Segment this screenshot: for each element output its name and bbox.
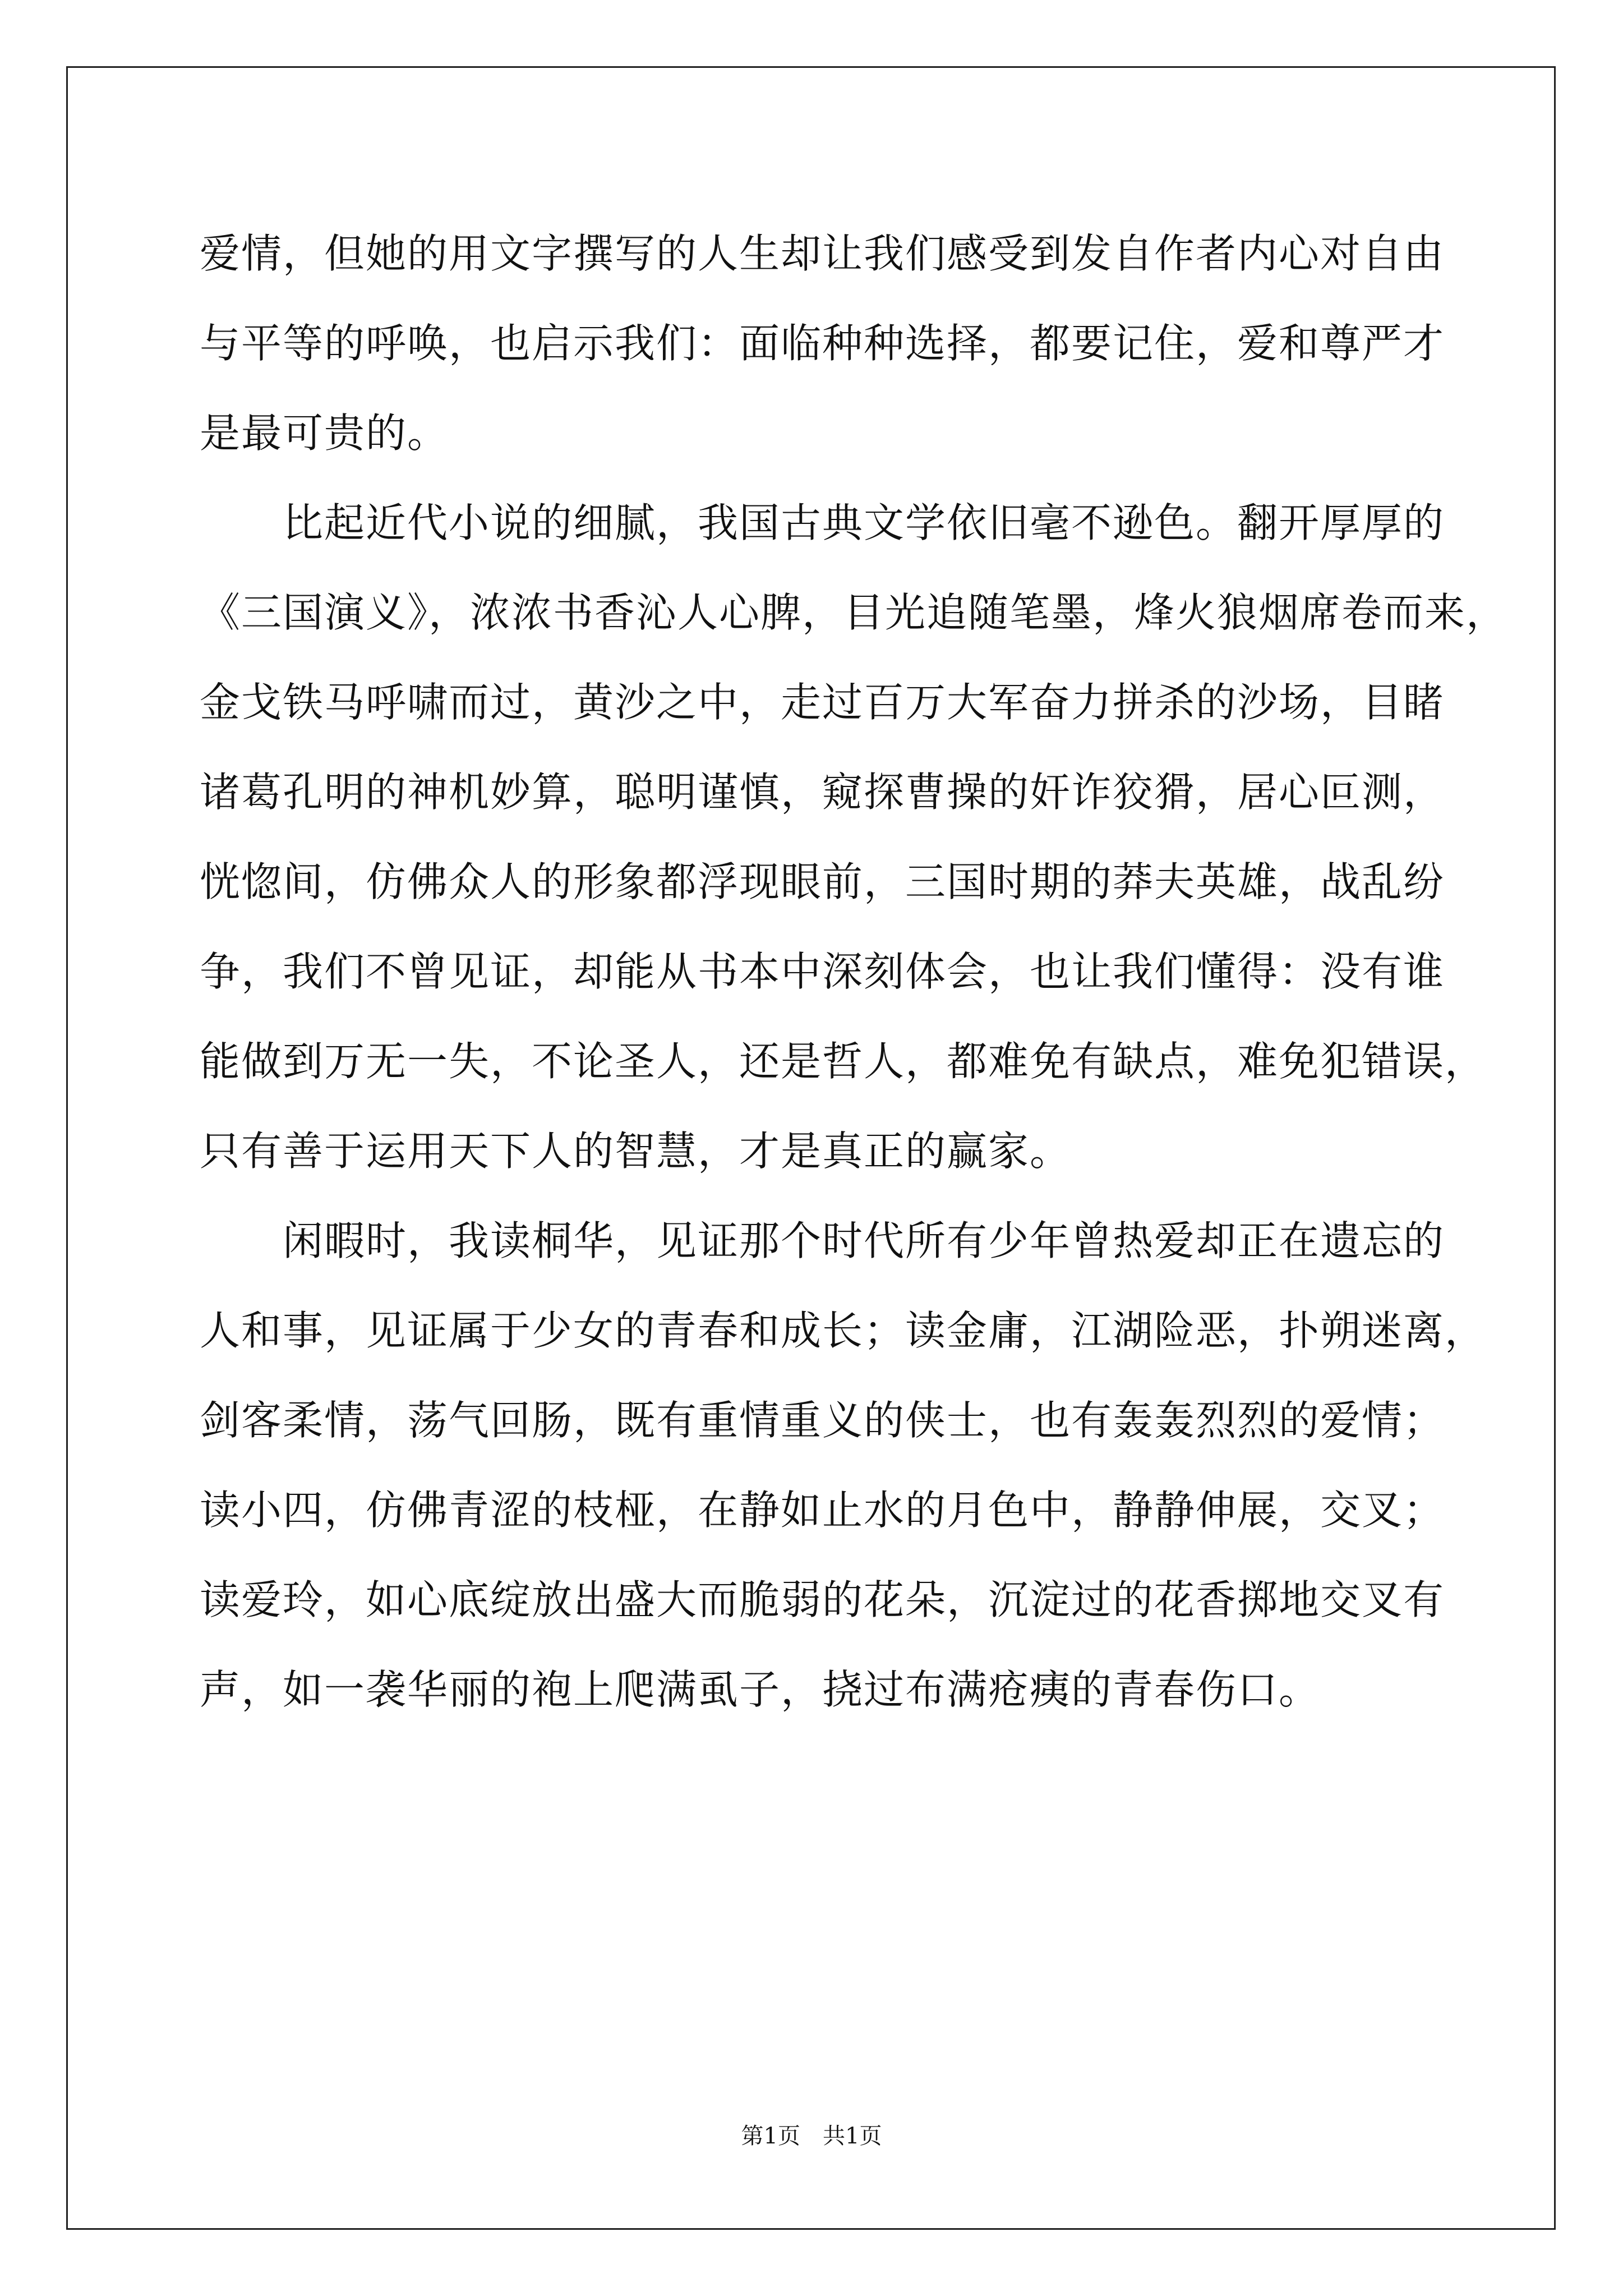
text-line: 剑客柔情，荡气回肠，既有重情重义的侠士，也有轰轰烈烈的爱情； bbox=[200, 1397, 1445, 1444]
text-line: 人和事，见证属于少女的青春和成长；读金庸，江湖险恶，扑朔迷离， bbox=[200, 1307, 1487, 1354]
text-line: 比起近代小说的细腻，我国古典文学依旧毫不逊色。翻开厚厚的 bbox=[283, 499, 1445, 546]
text-line: 《三国演义》，浓浓书香沁人心脾，目光追随笔墨，烽火狼烟席卷而来， bbox=[200, 589, 1508, 636]
text-line: 读爱玲，如心底绽放出盛大而脆弱的花朵，沉淀过的花香掷地交叉有 bbox=[200, 1576, 1445, 1623]
text-line: 只有善于运用天下人的智慧，才是真正的赢家。 bbox=[200, 1128, 1072, 1175]
text-line: 恍惚间，仿佛众人的形象都浮现眼前，三国时期的莽夫英雄，战乱纷 bbox=[200, 858, 1445, 905]
text-line: 是最可贵的。 bbox=[200, 409, 449, 457]
text-line: 声，如一袭华丽的袍上爬满虱子，挠过布满疮痍的青春伤口。 bbox=[200, 1666, 1321, 1713]
text-line: 争，我们不曾见证，却能从书本中深刻体会，也让我们懂得：没有谁 bbox=[200, 948, 1445, 995]
text-line: 爱情，但她的用文字撰写的人生却让我们感受到发自作者内心对自由 bbox=[200, 230, 1445, 277]
paragraph-1 bbox=[200, 209, 1445, 478]
text-line: 闲暇时，我读桐华，见证那个时代所有少年曾热爱却正在遗忘的 bbox=[283, 1217, 1445, 1264]
page-number: 第1页 bbox=[741, 2123, 800, 2149]
text-line: 金戈铁马呼啸而过，黄沙之中，走过百万大军奋力拼杀的沙场，目睹 bbox=[200, 679, 1445, 726]
text-line: 能做到万无一失，不论圣人，还是哲人，都难免有缺点，难免犯错误， bbox=[200, 1038, 1487, 1085]
text-line: 与平等的呼唤，也启示我们：面临种种选择，都要记住，爱和尊严才 bbox=[200, 320, 1445, 367]
text-line: 诸葛孔明的神机妙算，聪明谨慎，窥探曹操的奸诈狡猾，居心叵测， bbox=[200, 769, 1445, 816]
paragraph-2 bbox=[200, 478, 1508, 1196]
paragraph-3 bbox=[200, 1196, 1487, 1734]
page-footer bbox=[0, 2119, 1623, 2153]
document-body bbox=[200, 209, 1508, 1734]
text-line: 读小四，仿佛青涩的枝桠，在静如止水的月色中，静静伸展，交叉； bbox=[200, 1487, 1445, 1534]
page-total: 共1页 bbox=[823, 2123, 882, 2149]
